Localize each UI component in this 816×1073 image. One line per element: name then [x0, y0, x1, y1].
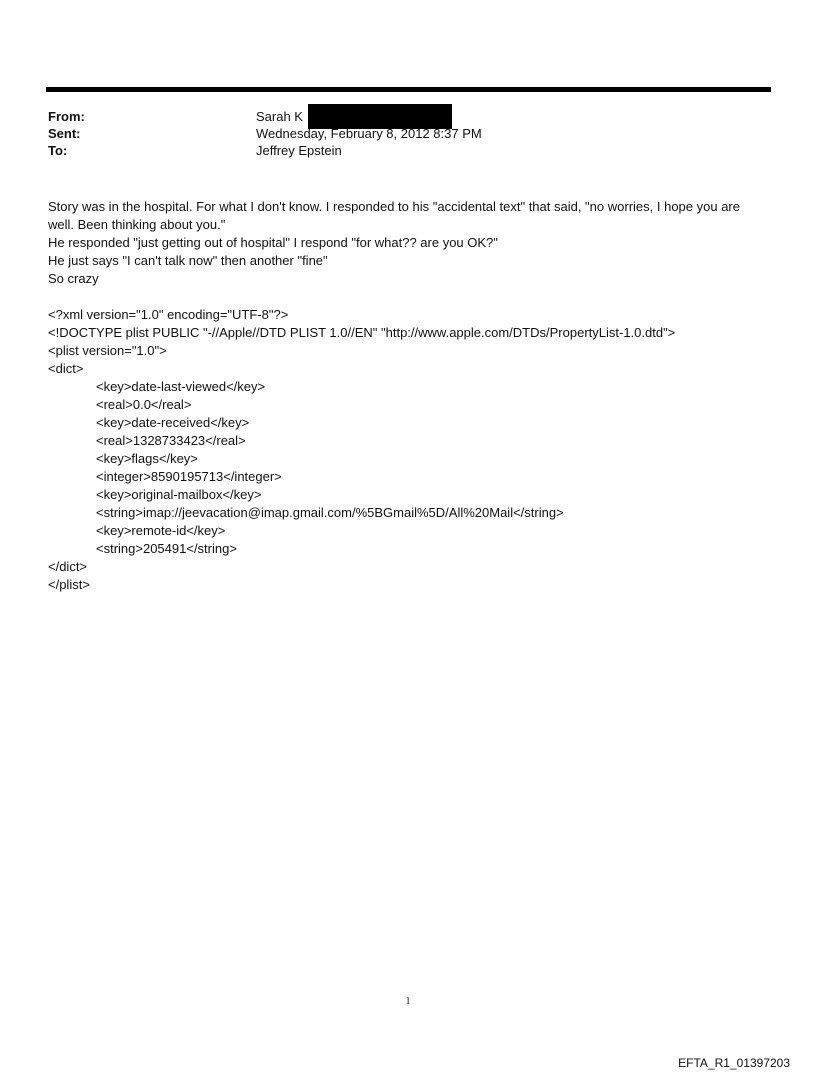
plist-xml-block	[48, 306, 768, 594]
xml-doctype: <!DOCTYPE plist PUBLIC "-//Apple//DTD PLIST 1.0//EN" "http://www.apple.com/DTDs/PropertyList-1.0.dtd">	[48, 325, 676, 340]
body-paragraph: Story was in the hospital. For what I don't know. I responded to his "accidental text" that said, "no worries, I hope you are well. Been thinking about you."	[48, 199, 740, 232]
xml-entry: <string>205491</string>	[96, 541, 237, 556]
email-body	[48, 198, 763, 288]
email-header	[48, 108, 768, 159]
xml-declaration: <?xml version="1.0" encoding="UTF-8"?>	[48, 307, 289, 322]
from-value	[256, 108, 303, 125]
to-label: To:	[48, 143, 68, 158]
to-value: Jeffrey Epstein	[256, 143, 342, 158]
to-row	[48, 142, 768, 159]
xml-entry: <key>flags</key>	[96, 451, 198, 466]
plist-close-tag: </plist>	[48, 577, 90, 592]
plist-open-tag: <plist version="1.0">	[48, 343, 167, 358]
from-label: From:	[48, 109, 85, 124]
document-id: EFTA_R1_01397203	[678, 1056, 790, 1070]
sender-name: Sarah K	[256, 109, 303, 124]
xml-entry: <key>date-last-viewed</key>	[96, 379, 266, 394]
xml-entry: <string>imap://jeevacation@imap.gmail.com/%5BGmail%5D/All%20Mail</string>	[96, 505, 564, 520]
page-number: 1	[405, 996, 411, 1007]
dict-open-tag: <dict>	[48, 361, 84, 376]
sent-value: Wednesday, February 8, 2012 8:37 PM	[256, 126, 482, 141]
body-line: So crazy	[48, 271, 99, 286]
sent-row	[48, 125, 768, 142]
xml-entry: <key>date-received</key>	[96, 415, 250, 430]
body-line: He responded "just getting out of hospital" I respond "for what?? are you OK?"	[48, 235, 498, 250]
from-row	[48, 108, 768, 125]
sent-label: Sent:	[48, 126, 81, 141]
xml-entry: <key>remote-id</key>	[96, 523, 226, 538]
xml-entry: <real>0.0</real>	[96, 397, 192, 412]
xml-entry: <key>original-mailbox</key>	[96, 487, 262, 502]
header-divider	[46, 87, 771, 92]
body-line: He just says "I can't talk now" then another "fine"	[48, 253, 328, 268]
xml-entry: <real>1328733423</real>	[96, 433, 246, 448]
xml-entry: <integer>8590195713</integer>	[96, 469, 282, 484]
dict-close-tag: </dict>	[48, 559, 88, 574]
